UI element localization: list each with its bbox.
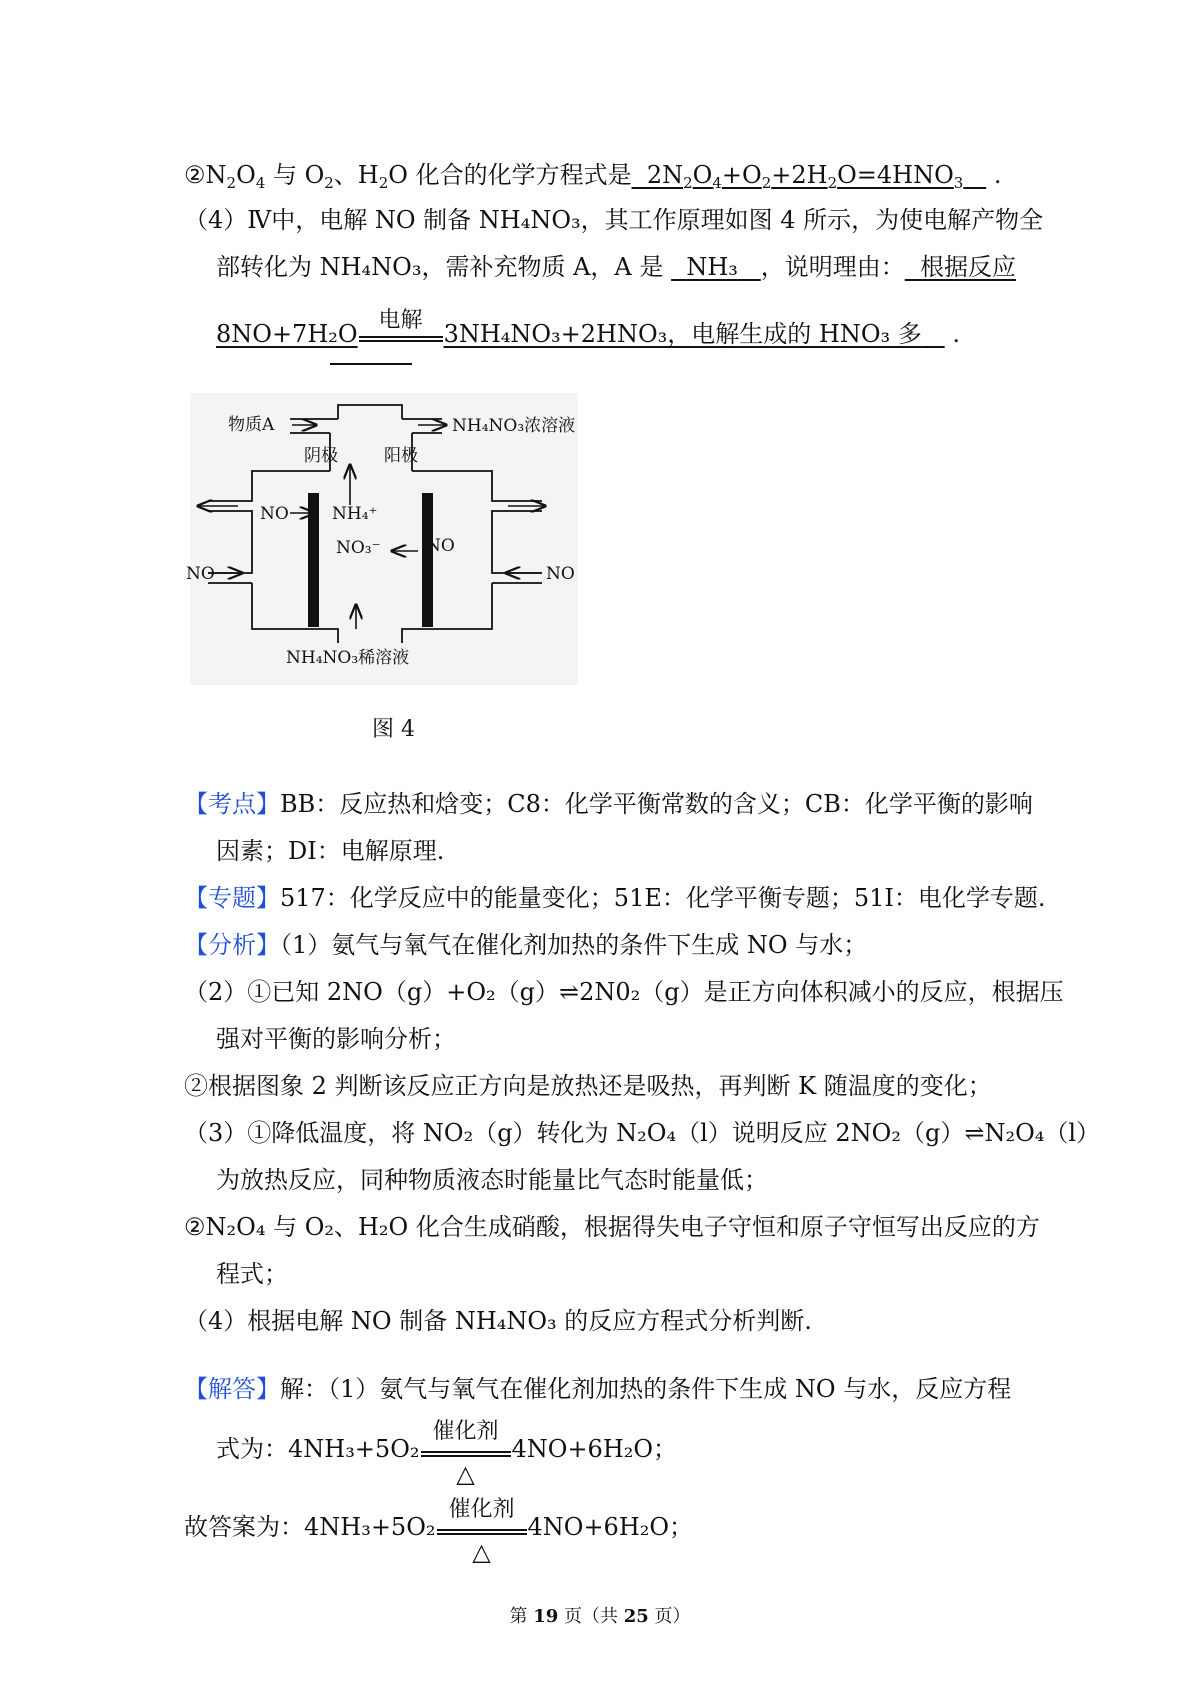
zhuanti-tag: 【专题】 — [184, 884, 280, 912]
kaodian-line2: 因素；DI：电解原理. — [216, 837, 445, 865]
fenxi-line2: （2）①已知 2NO（g）+O₂（g）⇌2N0₂（g）是正方向体积减小的反应，根据压 — [184, 978, 1064, 1006]
page-footer — [0, 1602, 1200, 1628]
zhuanti-line — [184, 881, 1046, 915]
cond-electrolysis: 电解 — [378, 308, 423, 333]
q4-line1: （4）Ⅳ中，电解 NO 制备 NH₄NO₃，其工作原理如图 4 所示，为使电解产物全 — [184, 206, 1044, 234]
cond-heat-2: △ — [472, 1538, 491, 1566]
jieda-eq1-left: 式为：4NH₃+5O₂ — [216, 1435, 420, 1463]
label-no-right: NO — [546, 564, 575, 584]
q4-line2-a: 部转化为 NH₄NO₃，需补充物质 A，A 是 — [216, 253, 664, 281]
kaodian-line1 — [184, 787, 1033, 821]
q4-line2 — [216, 250, 1016, 284]
figure-caption: 图 4 — [372, 717, 415, 742]
jieda-line3 — [184, 1497, 694, 1566]
label-cathode: 阴极 — [304, 446, 338, 466]
figure-4 — [186, 393, 578, 685]
label-anode: 阳极 — [384, 446, 418, 466]
eq-end: . — [952, 320, 960, 348]
jieda-eq1-right: 4NO+6H₂O； — [511, 1435, 678, 1463]
q4-line2-b: ，说明理由： — [760, 253, 905, 281]
zhuanti-text: 517：化学反应中的能量变化；51E：化学平衡专题；51I：电化学专题. — [280, 884, 1046, 912]
reason-start — [905, 253, 1016, 281]
label-no3: NO₃⁻ — [336, 538, 381, 558]
text: 与 O — [272, 161, 325, 189]
page-number: 19 — [533, 1606, 559, 1627]
jieda-line1 — [184, 1372, 1011, 1406]
cond-catalyst-1: 催化剂 — [432, 1419, 499, 1444]
footer-post: 页） — [648, 1606, 691, 1627]
underline-continuation — [330, 363, 412, 365]
electrolysis-condition — [359, 308, 443, 342]
cond-heat-1: △ — [456, 1460, 475, 1488]
label-dilute: NH₄NO₃稀溶液 — [286, 648, 410, 668]
q4-line3 — [216, 308, 960, 351]
label-substance-a: 物质A — [228, 415, 275, 435]
fenxi-line8: 程式； — [216, 1260, 288, 1288]
anode-plate — [422, 493, 433, 627]
label-no-cathode: NO — [260, 504, 289, 524]
electrolysis-cell-diagram — [186, 393, 578, 685]
label-conc: NH₄NO₃浓溶液 — [452, 416, 576, 436]
lead-text: ②N — [184, 161, 227, 189]
answer-blank: $2N_2O_4+O_2+2H_2O=4HNO_3$ — [631, 161, 964, 192]
answer-a — [671, 253, 761, 281]
kaodian-tag: 【考点】 — [184, 790, 280, 818]
label-nh4: NH₄⁺ — [332, 504, 378, 524]
eq-left: 8NO+7H₂O — [216, 320, 358, 348]
footer-mid: 页（共 — [558, 1606, 624, 1627]
text2: 、H — [333, 161, 379, 189]
fenxi-text1: （1）氨气与氧气在催化剂加热的条件下生成 NO 与水； — [280, 931, 868, 959]
jieda-line2 — [216, 1419, 678, 1488]
cond-catalyst-2: 催化剂 — [448, 1497, 515, 1522]
jieda-eq2-left: 故答案为：4NH₃+5O₂ — [184, 1513, 436, 1541]
footer-pre: 第 — [509, 1606, 534, 1627]
fenxi-line7: ②N₂O₄ 与 O₂、H₂O 化合生成硝酸，根据得失电子守恒和原子守恒写出反应的方 — [184, 1213, 1040, 1241]
jieda-eq2-right: 4NO+6H₂O； — [527, 1513, 694, 1541]
jieda-tag: 【解答】 — [184, 1375, 280, 1403]
fenxi-line5: （3）①降低温度，将 NO₂（g）转化为 N₂O₄（l）说明反应 2NO₂（g）⇌N₂O₄（l） — [184, 1119, 1101, 1147]
fenxi-line4: ②根据图象 2 判断该反应正方向是放热还是吸热，再判断 K 随温度的变化； — [184, 1072, 992, 1100]
reason-start-text: 根据反应 — [920, 253, 1017, 281]
answer-a-text: NH₃ — [686, 253, 738, 281]
fenxi-line3: 强对平衡的影响分析； — [216, 1025, 456, 1053]
eq-right: 3NH₄NO₃+2HNO₃，电解生成的 HNO₃ 多 — [443, 320, 922, 348]
fenxi-line1 — [184, 928, 867, 962]
jieda-text1: 解：（1）氨气与氧气在催化剂加热的条件下生成 NO 与水，反应方程 — [280, 1375, 1012, 1403]
q3-part2-line: $②N_2O_4$ 与 $O_2$、$H_2O$ 化合的化学方程式是 $2N_2O_4+O_2+2H_2O=4HNO_3$ . — [184, 161, 1002, 192]
text3: O 化合的化学方程式是 — [388, 161, 632, 189]
label-no-anode: NO — [426, 536, 455, 556]
fenxi-tag: 【分析】 — [184, 931, 280, 959]
catalyst-condition-2 — [437, 1497, 527, 1566]
fenxi-line9: （4）根据电解 NO 制备 NH₄NO₃ 的反应方程式分析判断. — [184, 1307, 812, 1335]
fenxi-line6: 为放热反应，同种物质液态时能量比气态时能量低； — [216, 1166, 768, 1194]
label-no-left: NO — [186, 564, 215, 584]
catalyst-condition-1 — [421, 1419, 511, 1488]
page-total: 25 — [623, 1606, 649, 1627]
kaodian-text1: BB：反应热和焓变；C8：化学平衡常数的含义；CB：化学平衡的影响 — [280, 790, 1033, 818]
